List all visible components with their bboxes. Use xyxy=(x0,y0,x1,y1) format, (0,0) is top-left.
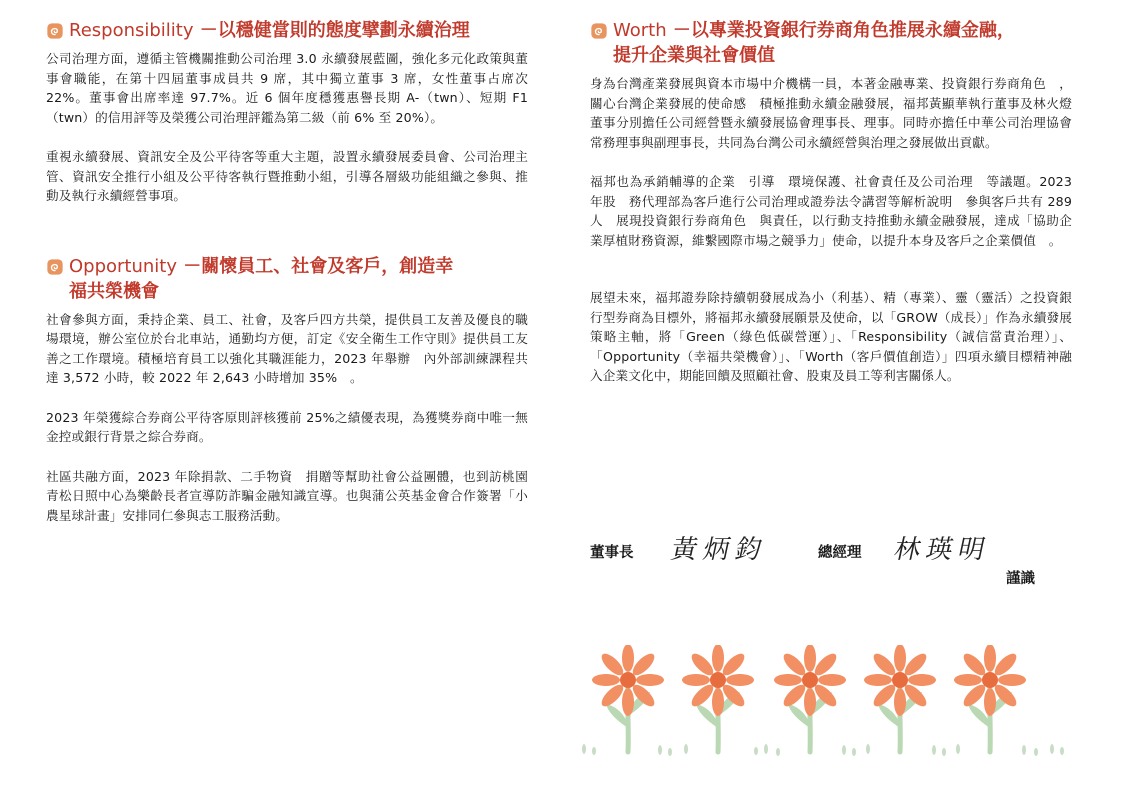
right-column xyxy=(590,18,1072,386)
worth-paragraph-1: 身為台灣產業發展與資本市場中介機構一員，本著金融專業、投資銀行券商角色 ，關心台灣企業發展的使命感 積極推動永續金融發展，福邦黃顯華執行董事及林火燈董事分別擔任公司經營暨永續發展協會理事長、理事。同時亦擔任中華公司治理協會常務理事與副理事長，共同為台灣公司永續經營與治理之發展做出貢獻。 xyxy=(590,76,1072,150)
worth-key: Worth xyxy=(613,20,667,41)
gm-signature: 林瑛明 xyxy=(891,535,994,565)
signature-block xyxy=(590,525,1070,595)
chairman-label: 董事長 xyxy=(590,545,634,561)
flower-decoration xyxy=(578,645,1068,765)
scroll-icon xyxy=(46,22,64,40)
scroll-icon xyxy=(46,258,64,276)
opportunity-paragraph-3: 社區共融方面，2023 年除捐款、二手物資 捐贈等幫助社會公益團體，也到訪桃園青松日照中心為樂齡長者宣導防詐騙金融知識宣導。也與蒲公英基金會合作簽署「小農星球計畫」安排同仁參與志工服務活動。 xyxy=(46,468,528,523)
opportunity-heading xyxy=(46,254,528,304)
worth-title: －以專業投資銀行券商角色推展永續金融， xyxy=(666,20,1015,41)
responsibility-key: Responsibility xyxy=(69,20,194,41)
flower-icon xyxy=(864,645,936,752)
scroll-icon xyxy=(590,22,608,40)
opportunity-key: Opportunity xyxy=(69,255,178,277)
worth-paragraph-2: 福邦也為承銷輔導的企業 引導 環境保護、社會責任及公司治理 等議題。2023 年股 務代理部為客戶進行公司治理或證券法令講習等解析說明 參與客戶共有 289 人 展現投資銀行券商角色 與責任，以行動支持推動永續金融發展，達成「協助企業厚植財務資源，維繫國際市場之競爭力」使命，以提升本身及客戶之企業價值 。 xyxy=(590,174,1072,248)
chairman-signature: 黃炳鈞 xyxy=(668,535,771,565)
flower-icon xyxy=(682,645,754,752)
opportunity-title: －關懷員工、社會及客戶，創造幸 xyxy=(177,255,454,277)
responsibility-title: －以穩健當則的態度擘劃永續治理 xyxy=(193,20,470,41)
worth-title-line2: 提升企業與社會價值 xyxy=(613,45,775,66)
worth-heading xyxy=(590,18,1072,68)
opportunity-paragraph-1: 社會參與方面，秉持企業、員工、社會，及客戶四方共榮，提供員工友善及優良的職場環境，辦公室位於台北車站，通勤均方便，訂定《安全衛生工作守則》提供員工友善之工作環境。積極培育員工以強化其職涯能力，2023 年舉辦 內外部訓練課程共達 3,572 小時，較 2022 年 2,643 小時增加 35% 。 xyxy=(46,311,528,385)
flower-icon xyxy=(592,645,664,752)
closing-text: 謹識 xyxy=(1006,571,1035,587)
worth-paragraph-3: 展望未來，福邦證券除持續朝發展成為小（利基）、精（專業）、靈（靈活）之投資銀行型券商為目標外，將福邦永續發展願景及使命，以「GROW（成長）」作為永續發展策略主軸，將「Green（綠色低碳營運）」、「Responsibility（誠信當責治理）」、「Opportunity（幸福共榮機會）」、「Worth（客戶價值創造）」四項永續目標精神融入企業文化中，期能回饋及照顧社會、股東及員工等利害關係人。 xyxy=(590,290,1072,383)
opportunity-title-line2: 福共榮機會 xyxy=(69,280,159,302)
left-column xyxy=(46,18,528,525)
responsibility-heading xyxy=(46,18,528,43)
responsibility-paragraph-1: 公司治理方面，遵循主管機關推動公司治理 3.0 永續發展藍圖，強化多元化政策與董事會職能，在第十四屆董事成員共 9 席，其中獨立董事 3 席，女性董事占席次 22%。董事會出席率達 97.7%。近 6 個年度穩獲惠譽長期 A-（twn）、短期 F1（twn）的信用評等及榮獲公司治理評鑑為第二級（前 6% 至 20%）。 xyxy=(46,51,528,125)
flower-icon xyxy=(774,645,846,752)
gm-label: 總經理 xyxy=(818,545,862,561)
responsibility-paragraph-2: 重視永續發展、資訊安全及公平待客等重大主題，設置永續發展委員會、公司治理主管、資訊安全推行小組及公平待客執行暨推動小組，引導各層級功能組織之參與、推動及執行永續經營事項。 xyxy=(46,149,528,203)
flower-icon xyxy=(954,645,1026,752)
opportunity-paragraph-2: 2023 年榮獲綜合券商公平待客原則評核獲前 25%之績優表現，為獲獎券商中唯一無金控或銀行背景之綜合券商。 xyxy=(46,409,528,444)
